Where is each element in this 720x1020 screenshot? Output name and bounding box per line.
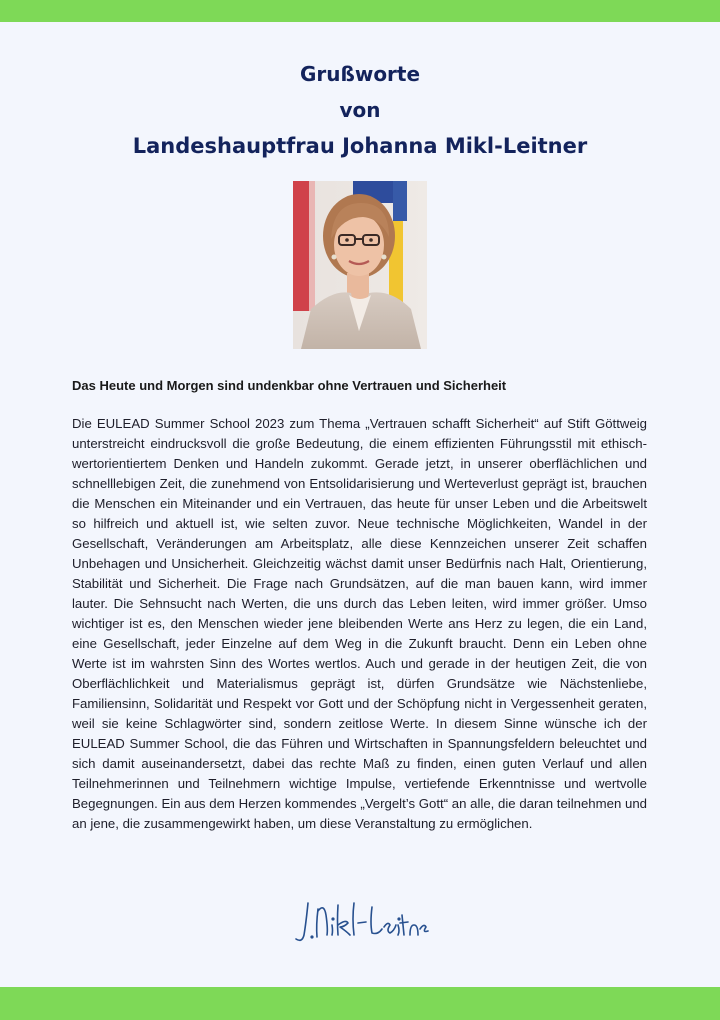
body-text: Die EULEAD Summer School 2023 zum Thema „Vertrauen schafft Sicherheit“ auf Stift Göttweig unterstreicht eindrucksvoll die große Bedeutung, die einem effizienten Führungsstil mit ethisch-wertorientiertem Denken und Handeln zukommt. Gerade jetzt, in unserer oberflächlichen und schnelllebigen Zeit, die zunehmend von Entsolidarisierung und Werteverlust geprägt ist, brauchen die Menschen ein Miteinander und ein Vertrauen, das heute für unser Leben und die Arbeitswelt so hilfreich und aktuell ist, wie selten zuvor. Neue technische Möglichkeiten, Wandel in der Gesellschaft, Veränderungen am Arbeitsplatz, alle diese Kennzeichen unserer Zeit schaffen Unbehagen und Unsicherheit. Gleichzeitig wächst damit unser Bedürfnis nach Halt, Orientierung, Stabilität und Sicherheit. Die Frage nach Grundsätzen, auf die man bauen kann, wird immer lauter. Die Sehnsucht nach Werten, die uns durch das Leben leiten, wird immer größer. Umso wichtiger ist es, den Menschen wieder jene bleibenden Werte ans Herz zu legen, die ein Land, eine Gesellschaft, jeder Einzelne auf dem Weg in die Zukunft braucht. Denn ein Leben ohne Werte ist im wahrsten Sinn des Wortes wertlos. Auch und gerade in der heutigen Zeit, die von Oberflächlichkeit und Materialismus geprägt ist, dürfen Grundsätze wie Nächstenliebe, Familiensinn, Solidarität und Respekt vor Gott und der Schöpfung nicht in Vergessenheit geraten, weil sie keine Schlagwörter sind, sondern zeitlose Werte. In diesem Sinne wünsche ich der EULEAD Summer School, die das Führen und Wirtschaften in Spannungsfeldern beleuchtet und sich damit auseinandersetzt, dabei das rechte Maß zu finden, einen guten Verlauf und allen Teilnehmerinnen und Teilnehmern wichtige Impulse, vertiefende Erkenntnisse und wertvolle Begegnungen. Ein aus dem Herzen kommendes „Vergelt’s Gott“ an alle, die daran teilnehmen und an jene, die zusammengewirkt haben, um diese Veranstaltung zu ermöglichen. xyxy=(72,416,647,831)
page-title xyxy=(0,56,720,164)
bottom-green-band xyxy=(0,987,720,1020)
section-headline: Das Heute und Morgen sind undenkbar ohne Vertrauen und Sicherheit xyxy=(72,378,507,393)
title-line-2: von xyxy=(339,98,381,122)
portrait-photo xyxy=(293,181,427,349)
title-line-1: Grußworte xyxy=(299,62,421,86)
top-green-band xyxy=(0,0,720,22)
title-line-3: Landeshauptfrau Johanna Mikl-Leitner xyxy=(132,134,588,158)
signature xyxy=(290,895,435,950)
